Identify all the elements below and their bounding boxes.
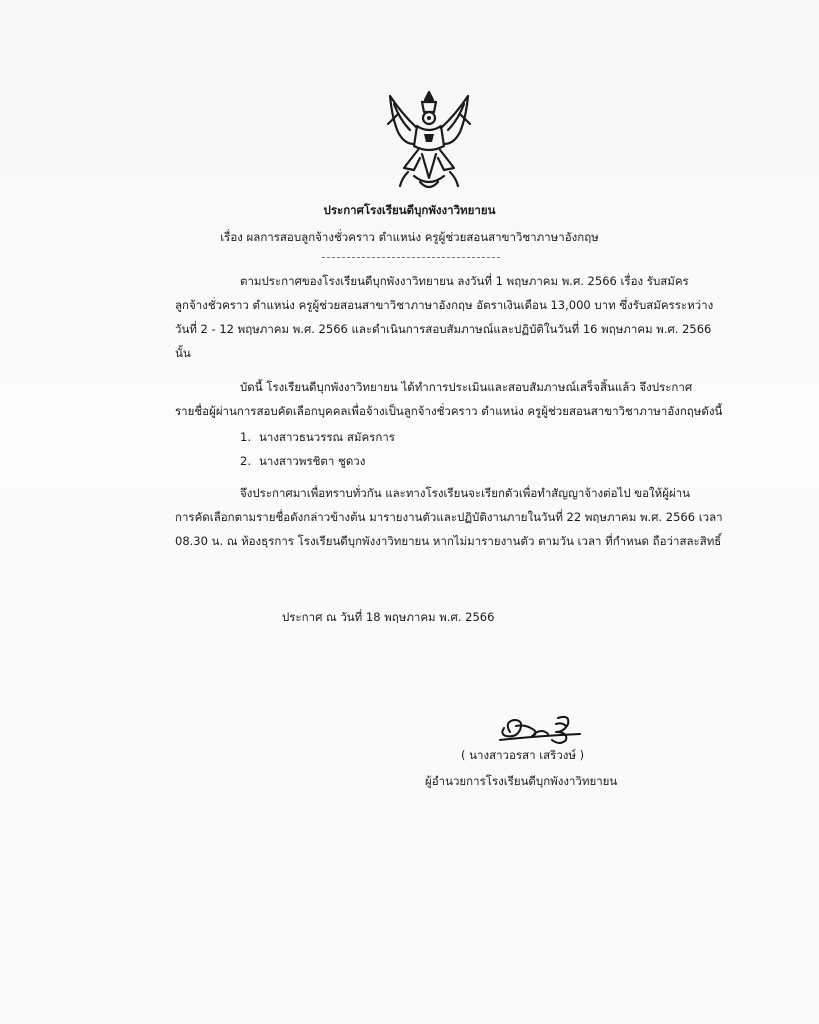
paragraph-1-line: นั้น xyxy=(175,346,191,360)
candidate-number: 1. xyxy=(240,430,251,444)
document-subject: เรื่อง ผลการสอบลูกจ้างชั่วคราว ตำแหน่ง ครูผู้ช่วยสอนสาขาวิชาภาษาอังกฤษ xyxy=(220,230,599,244)
signatory-position: ผู้อำนวยการโรงเรียนดีบุกพังงาวิทยายน xyxy=(425,774,618,788)
paragraph-1-line: วันที่ 2 - 12 พฤษภาคม พ.ศ. 2566 และดำเนินการสอบสัมภาษณ์และปฏิบัติในวันที่ 16 พฤษภาคม พ.ศ. 2566 xyxy=(175,322,712,336)
paragraph-3-line: การคัดเลือกตามรายชื่อดังกล่าวข้างต้น มารายงานตัวและปฏิบัติงานภายในวันที่ 22 พฤษภาคม พ.ศ. 2566 เวลา xyxy=(175,510,723,524)
paragraph-1-line: ตามประกาศของโรงเรียนดีบุกพังงาวิทยายน ลงวันที่ 1 พฤษภาคม พ.ศ. 2566 เรื่อง รับสมัคร xyxy=(240,274,689,288)
paragraph-2-line: รายชื่อผู้ผ่านการสอบคัดเลือกบุคคลเพื่อจ้างเป็นลูกจ้างชั่วคราว ตำแหน่ง ครูผู้ช่วยสอนสาขาวิชาภาษาอังกฤษดังนี้ xyxy=(175,404,723,418)
candidate-name: นางสาวพรชิตา ชูดวง xyxy=(259,454,366,468)
candidate-number: 2. xyxy=(240,454,251,468)
paragraph-3-line: 08.30 น. ณ ห้องธุรการ โรงเรียนดีบุกพังงาวิทยายน หากไม่มารายงานตัว ตามวัน เวลา ที่กำหนด ถือว่าสละสิทธิ์ xyxy=(175,534,722,548)
paragraph-2-line: บัดนี้ โรงเรียนดีบุกพังงาวิทยายน ได้ทำการประเมินและสอบสัมภาษณ์เสร็จสิ้นแล้ว จึงประกาศ xyxy=(240,380,693,394)
paragraph-3-line: จึงประกาศมาเพื่อทราบทั่วกัน และทางโรงเรียนจะเรียกตัวเพื่อทำสัญญาจ้างต่อไป ขอให้ผู้ผ่าน xyxy=(240,486,691,500)
signatory-name: ( นางสาวอรสา เสริวงษ์ ) xyxy=(461,748,585,762)
candidate-name: นางสาวธนวรรณ สมัครการ xyxy=(259,430,395,444)
signature xyxy=(496,710,592,746)
garuda-emblem-icon xyxy=(384,88,474,194)
paragraph-1-line: ลูกจ้างชั่วคราว ตำแหน่ง ครูผู้ช่วยสอนสาขาวิชาภาษาอังกฤษ อัตราเงินเดือน 13,000 บาท ซึ่งรับสมัครระหว่าง xyxy=(175,298,714,312)
document-title: ประกาศโรงเรียนดีบุกพังงาวิทยายน xyxy=(323,203,496,217)
title-divider xyxy=(322,257,500,258)
announcement-date: ประกาศ ณ วันที่ 18 พฤษภาคม พ.ศ. 2566 xyxy=(282,610,495,624)
